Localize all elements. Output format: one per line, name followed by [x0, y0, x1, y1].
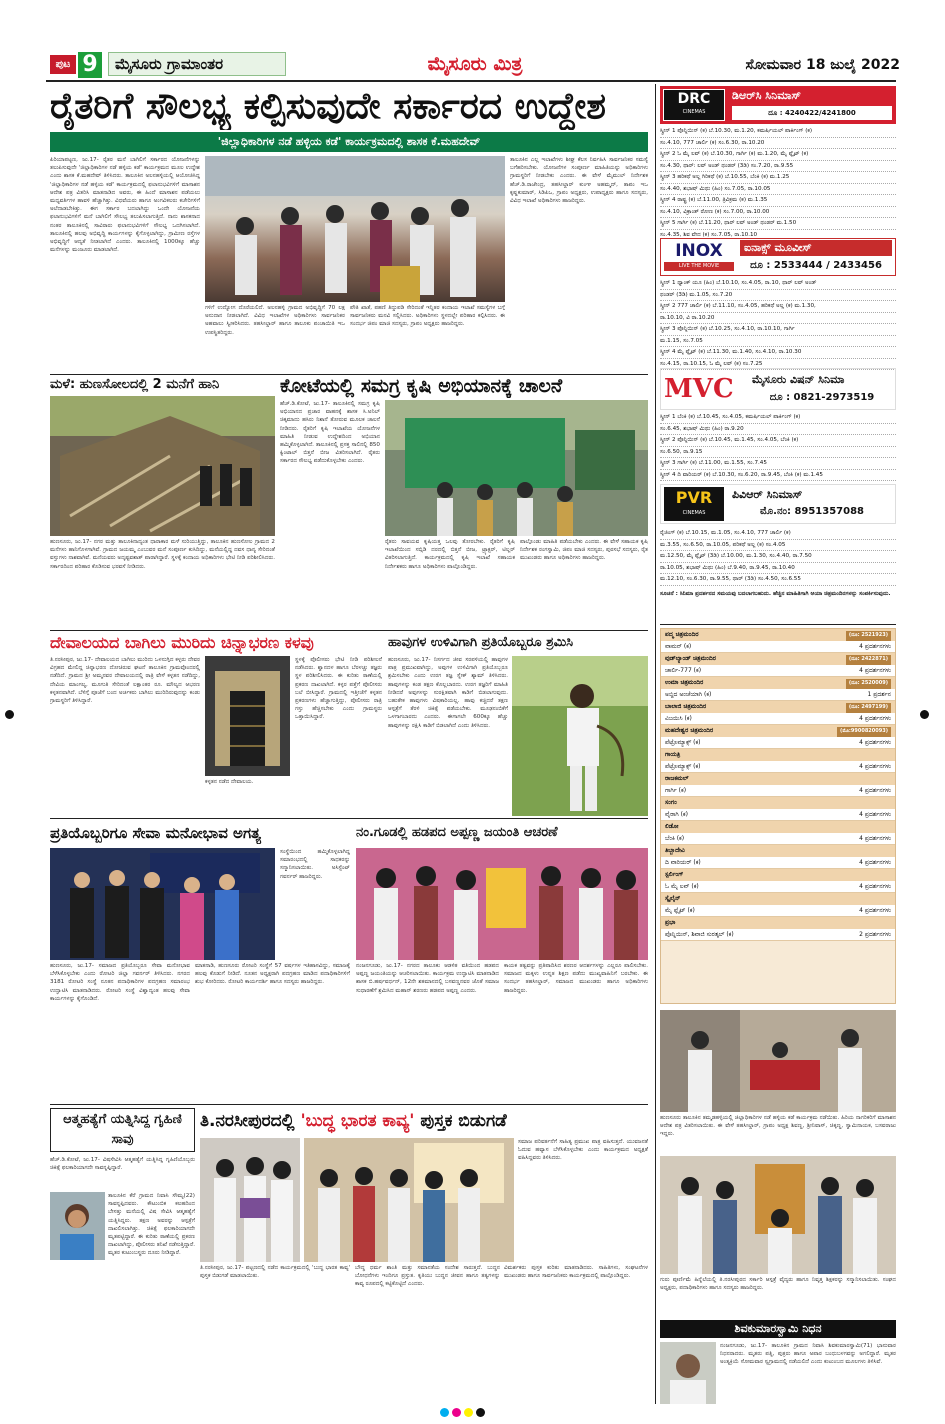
schedule-row: ಸ್ಕ್ರೀನ್ 4 ಮೈ ಫ್ಲೈಟ್ (ಕ) ಬೆ.11.30, ಮ.1.40, ಸಂ.4.10, ರಾ.10.30	[660, 347, 896, 359]
mvc-logo: MVC	[664, 374, 734, 404]
page-label: ಪುಟ	[50, 55, 76, 74]
lead-text-col2: ಗಳಿಗೆ ಉದ್ಯೋಗ ದೊರೆಯಲಿದೆ. ಅಲನಹಳ್ಳಿ ಗ್ರಾಮದ ಅಭಿವೃದ್ಧಿಗೆ 70 ಲಕ್ಷ ಅನುದಾನ ನೀಡಲಾಗಿದೆ. ವಿವಿಧ ಇಲಾಖೆಗಳ ಅಧಿಕಾರಿಗಳು ಸಾರ್ವಜನಿಕರ ಅಹವಾಲು ಸ್ವೀಕರಿಸಿದರು. ತಹಸೀಲ್ದಾರ್ ಹಾಗೂ ತಾಲೂಕು ಪಂಚಾಯಿತಿ ಇಒ ಉಪಸ್ಥಿತರಿದ್ದರು.	[205, 305, 345, 336]
movie-title: ವಾಮನ್ (ಕ)	[665, 643, 692, 650]
page-number: 9	[78, 52, 102, 78]
theatre-list	[660, 628, 896, 1004]
theatre-show-row	[661, 929, 895, 941]
theatre-name-row	[661, 701, 895, 713]
show-count: 1 ಪ್ರದರ್ಶನ	[867, 691, 891, 698]
theatre-name: ವುಡ್‌ಲ್ಯಾಂಡ್ ಚಿತ್ರಮಂದಿರ	[665, 655, 716, 662]
obit-text: ನಂಜನಗೂಡು, ಜು.17- ತಾಲೂಕಿನ ಗ್ರಾಮದ ನಿವಾಸಿ ಶಿವಕುಮಾರಸ್ವಾಮಿ(71) ಭಾನುವಾರ ನಿಧನರಾದರು. ಮೃತರು ಪತ್ನಿ, ಪುತ್ರರು ಹಾಗೂ ಅಪಾರ ಬಂಧುಬಳಗವನ್ನು ಅಗಲಿದ್ದಾರೆ. ಮೃತರ ಅಂತ್ಯಕ್ರಿಯೆ ಸೋಮವಾರ ಸ್ವಗ್ರಾಮದಲ್ಲಿ ನಡೆಯಲಿದೆ ಎಂದು ಕುಟುಂಬದ ಮೂಲಗಳು ತಿಳಿಸಿವೆ.	[720, 1343, 896, 1366]
theatre-show-row	[661, 857, 895, 869]
schedule-row: ಸಂ.4.10, 777 ಚಾರ್ಲಿ (ಕ) ಸಂ.6.30, ರಾ.10.20	[660, 138, 896, 150]
schedule-row: ಸಂ.4.10, ವಿಕ್ರಾಂತ್ ರೋಣ (ಕ) ಸಂ.7.00, ರಾ.10.00	[660, 207, 896, 219]
lead-text-col1: ಪಿರಿಯಾಪಟ್ಟಣ, ಜು.17- ರೈತರ ಮನೆ ಬಾಗಿಲಿಗೆ ಸರ್ಕಾರದ ಯೋಜನೆಗಳನ್ನು ತಲುಪಿಸುವುದೇ 'ಜಿಲ್ಲಾಧಿಕಾರಿಗಳ ನಡೆ ಹಳ್ಳಿಯ ಕಡೆ' ಕಾರ್ಯಕ್ರಮದ ಮೂಲ ಉದ್ದೇಶ ಎಂದು ಶಾಸಕ ಕೆ.ಮಹದೇವ್ ತಿಳಿಸಿದರು. ತಾಲೂಕಿನ ಅಲನಹಳ್ಳಿಯಲ್ಲಿ ಆಯೋಜಿಸಿದ್ದ 'ಜಿಲ್ಲಾಧಿಕಾರಿಗಳ ನಡೆ ಹಳ್ಳಿಯ ಕಡೆ' ಕಾರ್ಯಕ್ರಮದಲ್ಲಿ ಫಲಾನುಭವಿಗಳಿಗೆ ಮಾಸಾಶನ ಆದೇಶ ಪತ್ರ ವಿತರಿಸಿ ಮಾತನಾಡಿದ ಅವರು, ಈ ಹಿಂದೆ ಮಾಸಾಶನ ಪಡೆಯಲು ಮಧ್ಯವರ್ತಿಗಳ ಹಾವಳಿ ಹೆಚ್ಚಾಗಿತ್ತು. ವಿಧವೆಯರು ಹಾಗೂ ಅಂಗವಿಕಲರು ಕಚೇರಿಗಳಿಗೆ ಅಲೆದಾಡಬೇಕಿತ್ತು. ಈಗ ಸರ್ಕಾರ ಬದಲಾಗಿದ್ದು ಒಂದೇ ಯೋಜನೆಯ ಫಲಾನುಭವಿಗಳಿಗೆ ಮನೆ ಬಾಗಿಲಿಗೆ ಸೌಲಭ್ಯ ತಲುಪಿಸಲಾಗುತ್ತಿದೆ. ನಾನು ಶಾಸಕನಾದ ನಂತರ ತಾಲೂಕಿನಲ್ಲಿ ಸಾವಿರಾರು ಫಲಾನುಭವಿಗಳಿಗೆ ಸೌಲಭ್ಯ ಒದಗಿಸಲಾಗಿದೆ. ತಾಲೂಕಿನಲ್ಲಿ ಹಲವು ಅಭಿವೃದ್ಧಿ ಕಾರ್ಯಗಳನ್ನು ಕೈಗೊಳ್ಳಲಾಗಿದ್ದು, ಗ್ರಾಮೀಣ ರಸ್ತೆಗಳ ಅಭಿವೃದ್ಧಿಗೆ ಆದ್ಯತೆ ನೀಡಲಾಗಿದೆ ಎಂದರು. ತಾಲೂಕಿನಲ್ಲಿ 1000ಕ್ಕೂ ಹೆಚ್ಚು ಮನೆಗಳನ್ನು ಮಂಜೂರು ಮಾಡಲಾಗಿದೆ.	[50, 157, 200, 254]
theatre-name-row	[661, 893, 895, 905]
masthead-logo: ಮೈಸೂರು ಮಿತ್ರ	[427, 53, 523, 75]
schedule-row: ಸಂ.6.50, ರಾ.9.15	[660, 447, 896, 459]
buddha-text2: ವಿಮರ್ಶಕರು ಪುಸ್ತಕ ಕುರಿತು ಮಾತನಾಡಿದರು. ಸಾಹಿತಿಗಳು, ಸಂಘಟನೆಗಳ ಮುಖಂಡರು ಹಾಗೂ ಸಾರ್ವಜನಿಕರು ಕಾರ್ಯಕ್ರಮದಲ್ಲಿ ಪಾಲ್ಗೊಂಡಿದ್ದರು.	[504, 1265, 648, 1280]
registration-mark	[920, 710, 929, 719]
buddha-photo1	[200, 1138, 300, 1262]
show-count: 2 ಪ್ರದರ್ಶನಗಳು	[859, 931, 891, 938]
rain-photo	[50, 396, 275, 536]
krishi-text2: ರೈತರು ಸಾವಯವ ಕೃಷಿಯತ್ತ ಒಲವು ತೋರಬೇಕು. ರೈತರಿಗೆ ಕೃಷಿ ಇಲಾಖೆಯಿಂದ ಸಬ್ಸಿಡಿ ದರದಲ್ಲಿ ಬಿತ್ತನೆ ಬೀಜ, ಟ್ರ್ಯಾಕ್ಟರ್, ಟಿಲ್ಲರ್ ವಿತರಿಸಲಾಗುತ್ತಿದೆ. ಕಾರ್ಯಕ್ರಮದಲ್ಲಿ ಕೃಷಿ ಇಲಾಖೆ ಸಹಾಯಕ ನಿರ್ದೇಶಕರು ಹಾಗೂ ಅಧಿಕಾರಿಗಳು ಪಾಲ್ಗೊಂಡಿದ್ದರು.	[385, 539, 515, 570]
cinema-notice: ಸೂಚನೆ : ಸಿನಿಮಾ ಪ್ರದರ್ಶನದ ಸಮಯವು ಬದಲಾಗಬಹುದು. ಹೆಚ್ಚಿನ ಮಾಹಿತಿಗಾಗಿ ಆಯಾ ಚಿತ್ರಮಂದಿರಗಳನ್ನು ಸಂಪರ್ಕಿಸುವುದು.	[660, 591, 891, 597]
buddha-text1: ಬೌದ್ಧ ಧರ್ಮ ಶಾಂತಿ ಮತ್ತು ಸಮಾನತೆಯ ಸಂದೇಶ ಸಾರುತ್ತದೆ. ಬುದ್ಧನ ಬೋಧನೆಗಳು ಇಂದಿಗೂ ಪ್ರಸ್ತುತ. ಕೃತಿಯು ಬುದ್ಧನ ಜೀವನ ಹಾಗೂ ತತ್ವಗಳನ್ನು ಕಾವ್ಯ ರೂಪದಲ್ಲಿ ಕಟ್ಟಿಕೊಟ್ಟಿದೆ ಎಂದರು.	[355, 1265, 500, 1288]
seva-photo	[50, 848, 275, 960]
appanna-headline: ನಂ.ಗೂಡಲ್ಲಿ ಹಡಪದ ಅಪ್ಪಣ್ಣ ಜಯಂತಿ ಆಚರಣೆ	[356, 825, 558, 840]
mvc-schedule	[660, 412, 896, 478]
theatre-phone: (ದೂ: 2520009)	[846, 679, 891, 690]
lead-text-col3: ಪೌತಿ ಖಾತೆ, ಪಹಣಿ ತಿದ್ದುಪಡಿ ಸೇರಿದಂತೆ ಇನ್ನಿತರ ಕಂದಾಯ ಇಲಾಖೆ ಸಮಸ್ಯೆಗಳ ಬಗ್ಗೆ ಸಾರ್ವಜನಿಕರು ಮನವಿ ಸಲ್ಲಿಸಿದರು. ಅಧಿಕಾರಿಗಳು ಸ್ಥಳದಲ್ಲೇ ಪರಿಹಾರ ಕಲ್ಪಿಸಿದರು. ಈ ಸಂದರ್ಭ ಜಿಪಂ ಮಾಜಿ ಸದಸ್ಯರು, ಗ್ರಾಪಂ ಅಧ್ಯಕ್ಷರು ಹಾಜರಿದ್ದರು.	[350, 305, 505, 328]
mvc-title: ಮೈಸೂರು ವಿಷನ್ ಸಿನಿಮಾ	[752, 373, 845, 386]
inox-title: ಐನಾಕ್ಸ್ ಮೂವೀಸ್	[740, 240, 892, 256]
snake-headline: ಹಾವುಗಳ ಉಳಿವಿಗಾಗಿ ಪ್ರತಿಯೊಬ್ಬರೂ ಶ್ರಮಿಸಿ	[388, 635, 574, 650]
theatre-name: ಸ್ಟರ್ಲಿಂಗ್	[665, 871, 684, 878]
movie-title: ಓ ಮೈ ಲವ್ (ಕ)	[665, 883, 699, 890]
movie-title: ವಿಜಯಿಸಿ (ಕ)	[665, 715, 692, 722]
pension-caption: ಹುಣಸೂರು ತಾಲೂಕಿನ ತಮ್ಮಡಹಳ್ಳಿಯಲ್ಲಿ ಜಿಲ್ಲಾಧಿಕಾರಿಗಳ ನಡೆ ಹಳ್ಳಿಯ ಕಡೆ ಕಾರ್ಯಕ್ರಮ ನಡೆಯಿತು. ಹಿರಿಯ ನಾಗರಿಕರಿಗೆ ಮಾಸಾಶನ ಆದೇಶ ಪತ್ರ ವಿತರಿಸಲಾಯಿತು. ಈ ವೇಳೆ ತಹಸೀಲ್ದಾರ್, ಗ್ರಾಪಂ ಅಧ್ಯಕ್ಷ ಶಿವಣ್ಣ, ಶ್ರೀನಿವಾಸ್, ಚಿಕ್ಕಣ್ಣ, ಸ್ವಾಮಿನಾಯಕ, ಬಸವರಾಜು ಇದ್ದರು.	[660, 1115, 896, 1138]
theatre-name-row	[661, 653, 895, 665]
movie-title: ವೈರಾಗಿ (ಕ)	[665, 811, 688, 818]
schedule-row: ಸಂ.4.30, ಥಾರ್: ಲವ್ ಅಂಡ್ ಥಂಡರ್ (3ಡಿ) ಸಂ.7.20, ರಾ.9.55	[660, 161, 896, 173]
theatre-phone: (ದೂ: 2422871)	[846, 655, 891, 666]
drc-phone: ದೂ : 4240422/4241800	[732, 106, 892, 120]
show-count: 4 ಪ್ರದರ್ಶನಗಳು	[859, 907, 891, 914]
lead-headline: ರೈತರಿಗೆ ಸೌಲಭ್ಯ ಕಲ್ಪಿಸುವುದೇ ಸರ್ಕಾರದ ಉದ್ದೇಶ	[50, 86, 607, 127]
schedule-row: ಮ.12.50, ಮೈ ಫ್ಲೈಟ್ (3ಡಿ) ಬೆ.10.00, ಮ.1.30, ಸಂ.4.40, ರಾ.7.50	[660, 551, 896, 563]
rain-headline: ಮಳೆ: ಹುಣಸೋಲದಲ್ಲಿ 2 ಮನೆಗೆ ಹಾನಿ	[50, 377, 220, 392]
schedule-row: ಸ್ಕ್ರೀನ್ 5 ಗಾರ್ಗಿ (ಕ) ಬೆ.11.20, ಥಾರ್ ಲವ್ ಅಂಡ್ ಥಂಡರ್ ಮ.1.50	[660, 218, 896, 230]
divider	[660, 624, 896, 625]
buddha-headline-book: 'ಬುದ್ಧ ಭಾರತ ಕಾವ್ಯ'	[300, 1111, 415, 1131]
drc-title: ಡಿಆರ್‌ಸಿ ಸಿನಿಮಾಸ್	[732, 89, 801, 102]
schedule-row: ಸ್ಕ್ರೀನ್ 2 ಓ ಮೈ ಲವ್ (ಕ) ಬೆ.10.30, ಗಾರ್ಗಿ (ಕ) ಮ.1.20, ಮೈ ಫ್ಲೈಟ್ (ಕ)	[660, 149, 896, 161]
theatre-show-row	[661, 761, 895, 773]
theatre-name: ಪ್ರಭಾ	[665, 919, 676, 926]
guru-photo	[660, 1156, 896, 1274]
buddha-caption: ತಿ.ನರಸೀಪುರ, ಜು.17- ಪಟ್ಟಣದಲ್ಲಿ ನಡೆದ ಕಾರ್ಯಕ್ರಮದಲ್ಲಿ 'ಬುದ್ಧ ಭಾರತ ಕಾವ್ಯ' ಪುಸ್ತಕ ಬಿಡುಗಡೆ ಮಾಡಲಾಯಿತು.	[200, 1265, 350, 1280]
krishi-text3: ಪಾಲ್ಗೊಂಡು ಮಾಹಿತಿ ಪಡೆಯಬೇಕು ಎಂದರು. ಈ ವೇಳೆ ಸಹಾಯಕ ಕೃಷಿ ನಿರ್ದೇಶಕ ರಂಗಸ್ವಾಮಿ, ಜಿಪಂ ಮಾಜಿ ಸದಸ್ಯರು, ಪುರಸಭೆ ಸದಸ್ಯರು, ರೈತ ಮುಖಂಡರು ಹಾಗೂ ಅಧಿಕಾರಿಗಳು ಹಾಜರಿದ್ದರು.	[520, 539, 648, 562]
buddha-text3: ಸಮಾಜ ಪರಿವರ್ತನೆಗೆ ಸಾಹಿತ್ಯ ಪ್ರಮುಖ ಪಾತ್ರ ವಹಿಸುತ್ತದೆ. ಯುವಜನತೆ ಓದುವ ಹವ್ಯಾಸ ಬೆಳೆಸಿಕೊಳ್ಳಬೇಕು ಎಂದು ಕಾರ್ಯಕ್ರಮದ ಅಧ್ಯಕ್ಷತೆ ವಹಿಸಿದ್ದವರು ತಿಳಿಸಿದರು.	[518, 1139, 648, 1162]
schedule-row: ಸಂ.4.15, ರಾ.10.15, ಓ ಮೈ ಲವ್ (ಕ) ಸಂ.7.25	[660, 359, 896, 371]
inox-logo-sub: LIVE THE MOVIE	[664, 262, 734, 271]
temple-text2: ಸ್ಥಳಕ್ಕೆ ಪೊಲೀಸರು ಭೇಟಿ ನೀಡಿ ಪರಿಶೀಲನೆ ನಡೆಸಿದರು. ಶ್ವಾನದಳ ಹಾಗೂ ಬೆರಳಚ್ಚು ತಜ್ಞರು ಸ್ಥಳ ಪರಿಶೀಲಿಸಿದರು. ಈ ಕುರಿತು ಠಾಣೆಯಲ್ಲಿ ಪ್ರಕರಣ ದಾಖಲಾಗಿದೆ. ಕಳ್ಳರ ಪತ್ತೆಗೆ ಪೊಲೀಸರು ಬಲೆ ಬೀಸಿದ್ದಾರೆ. ಗ್ರಾಮದಲ್ಲಿ ಇತ್ತೀಚೆಗೆ ಕಳ್ಳತನ ಪ್ರಕರಣಗಳು ಹೆಚ್ಚಾಗುತ್ತಿದ್ದು, ಪೊಲೀಸರು ರಾತ್ರಿ ಗಸ್ತು ಹೆಚ್ಚಿಸಬೇಕು ಎಂದು ಗ್ರಾಮಸ್ಥರು ಒತ್ತಾಯಿಸಿದ್ದಾರೆ.	[295, 657, 382, 721]
show-count: 4 ಪ್ರದರ್ಶನಗಳು	[859, 787, 891, 794]
divider	[50, 630, 648, 631]
pension-photo	[660, 1010, 896, 1112]
inox-schedule	[660, 278, 896, 367]
color-registration-bar	[440, 1408, 485, 1417]
buddha-headline-part-c: ಪುಸ್ತಕ ಬಿಡುಗಡೆ	[420, 1111, 507, 1131]
theatre-list-rows	[661, 629, 895, 941]
theatre-name-row	[661, 725, 895, 737]
show-count: 4 ಪ್ರದರ್ಶನಗಳು	[859, 739, 891, 746]
rain-text: ಹುಣಸೂರು, ಜು.17- ನಗರ ಮತ್ತು ತಾಲೂಕಿನಾದ್ಯಂತ ಧಾರಾಕಾರ ಮಳೆ ಸುರಿಯುತ್ತಿದ್ದು, ತಾಲೂಕಿನ ಹುಣಸೋಲ ಗ್ರಾಮದ 2 ಮನೆಗಳು ಹಾನಿಗೊಳಗಾಗಿವೆ. ಗ್ರಾಮದ ಜಯಮ್ಮ ಎಂಬುವರ ಮನೆ ಸಂಪೂರ್ಣ ಕುಸಿದಿದ್ದು, ಮನೆಯಲ್ಲಿದ್ದ ದವಸ ಧಾನ್ಯ ಸೇರಿದಂತೆ ವಸ್ತುಗಳು ನಾಶವಾಗಿವೆ. ಮನೆಯವರು ಅದೃಷ್ಟವಶಾತ್ ಪಾರಾಗಿದ್ದಾರೆ. ಸ್ಥಳಕ್ಕೆ ಕಂದಾಯ ಅಧಿಕಾರಿಗಳು ಭೇಟಿ ನೀಡಿ ಪರಿಶೀಲಿಸಿದರು. ಸರ್ಕಾರದಿಂದ ಪರಿಹಾರ ಕೊಡಿಸುವ ಭರವಸೆ ನೀಡಿದರು.	[50, 539, 275, 570]
theatre-name: ಗಾಯತ್ರಿ	[665, 751, 681, 758]
theatre-show-row	[661, 737, 895, 749]
snake-photo	[512, 656, 648, 816]
movie-title: ಅಬ್ದಿದ ಅಂಚೆಯಾಗಿ (ಕ)	[665, 691, 712, 698]
temple-headline: ದೇವಾಲಯದ ಬಾಗಿಲು ಮುರಿದು ಚಿನ್ನಾಭರಣ ಕಳವು	[50, 633, 314, 652]
theatre-show-row	[661, 881, 895, 893]
column-divider	[655, 84, 656, 1404]
obit-photo	[660, 1342, 716, 1404]
pvr-phone: ಮೊ.ನಂ: 8951357088	[759, 506, 865, 517]
mvc-phone: ದೂ : 0821-2973519	[769, 392, 875, 403]
theatre-name: ಸಂಗಂ	[665, 799, 677, 806]
schedule-row: ಸ್ಕ್ರೀನ್ 3 ಹರಿಕಥೆ ಅಲ್ಲ ಗಿರಿಕಥೆ (ಕ) ಬೆ.10.55, ಬೆಂಕಿ (ಕ) ಮ.1.25	[660, 172, 896, 184]
schedule-row: ಸ್ಕ್ರೀನ್ 2 ಪೊನ್ನಿಯಿನ್ (ಕ) ಬೆ.10.45, ಮ.1.45, ಸಂ.4.05, ಬೆಂಕಿ (ಕ)	[660, 435, 896, 447]
schedule-row: ಮ.3.55, ಸಂ.6.50, ರಾ.10.05, ಪರಿಕಥೆ ಅಲ್ಲ (ಕ) ಸಂ.4.05	[660, 540, 896, 552]
movie-title: ಚಾರ್ಲಿ-777 (ಕ)	[665, 667, 702, 674]
schedule-row: ಸ್ಕ್ರೀನ್ 1 ಪೊನ್ನಿಯಿನ್ (ಕ) ಬೆ.10.30, ಮ.1.20, ಕಮರ್ಷಿಯಲ್ ಪಾರ್ಕಿಂಗ್ (ಕ)	[660, 126, 896, 138]
movie-title: ಪೊನ್ನಿಯಿನ್, ಶಿವಾಜಿ ಸುರತ್ಕಲ್ (ಕ)	[665, 931, 734, 938]
theatre-show-row	[661, 713, 895, 725]
movie-title: ದಿ ವಾರಿಯರ್ (ಕ)	[665, 859, 701, 866]
schedule-row: ರಾ.10.10, ವಿ ರಾ.10.20	[660, 313, 896, 325]
theatre-name-row	[661, 917, 895, 929]
inox-phone: ದೂ : 2533444 / 2433456	[750, 260, 882, 271]
inox-logo-text: INOX	[675, 241, 723, 261]
temple-photo	[205, 656, 290, 776]
appanna-text1: ನಂಜನಗೂಡು, ಜು.17- ನಗರದ ತಾಲೂಕು ಆಡಳಿತ ವತಿಯಿಂದ ಹಡಪದ ಅಪ್ಪಣ್ಣ ಜಯಂತಿಯನ್ನು ಆಚರಿಸಲಾಯಿತು. ಕಾರ್ಯಕ್ರಮ ಉದ್ಘಾಟಿಸಿ ಮಾತನಾಡಿದ ಶಾಸಕ ಬಿ.ಹರ್ಷವರ್ಧನ್, 12ನೇ ಶತಮಾನದಲ್ಲಿ ಬಸವಣ್ಣನವರ ಜೊತೆ ಸಮಾಜ ಸುಧಾರಣೆಗೆ ಶ್ರಮಿಸಿದ ಮಹಾನ್ ಶರಣರು ಹಡಪದ ಅಪ್ಪಣ್ಣ ಎಂದರು.	[356, 963, 499, 994]
temple-caption: ಕಳ್ಳತನ ನಡೆದ ದೇವಾಲಯ.	[205, 779, 254, 785]
theatre-name-row	[661, 677, 895, 689]
show-count: 4 ಪ್ರದರ್ಶನಗಳು	[859, 835, 891, 842]
theatre-name-row	[661, 797, 895, 809]
theatre-name: ಮಹದೇಶ್ವರ ಚಿತ್ರಮಂದಿರ	[665, 727, 714, 734]
show-count: 4 ಪ್ರದರ್ಶನಗಳು	[859, 643, 891, 650]
theatre-name: ತಿಬ್ಬಾದೇವಿ	[665, 847, 685, 854]
krishi-photo	[385, 400, 648, 536]
seva-text1: ಹುಣಸೂರು, ಜು.17- ಸಮಾಜದ ಪ್ರತಿಯೊಬ್ಬರೂ ಸೇವಾ ಮನೋಭಾವ ಬೆಳೆಸಿಕೊಳ್ಳಬೇಕು ಎಂದು ರೋಟರಿ ಜಿಲ್ಲಾ ಗವರ್ನರ್ ತಿಳಿಸಿದರು. ನಗರದ 3181 ರೋಟರಿ ಸಂಸ್ಥೆ ನೂತನ ಪದಾಧಿಕಾರಿಗಳ ಪದಗ್ರಹಣ ಸಮಾರಂಭ ಉದ್ಘಾಟಿಸಿ ಮಾತನಾಡಿದರು. ರೋಟರಿ ಸಂಸ್ಥೆ ವಿಶ್ವಾದ್ಯಂತ ಹಲವು ಸೇವಾ ಕಾರ್ಯಗಳನ್ನು ಕೈಗೊಂಡಿದೆ.	[50, 963, 190, 1002]
obit-headline: ಶಿವಕುಮಾರಸ್ವಾಮಿ ನಿಧನ	[660, 1320, 896, 1338]
theatre-name-row	[661, 773, 895, 785]
section-title: ಮೈಸೂರು ಗ್ರಾಮಾಂತರ	[108, 52, 286, 76]
drc-logo-sub: CINEMAS	[682, 109, 706, 115]
pvr-logo-text: PVR	[675, 488, 713, 507]
seva-side-text: ಸಂಸ್ಥೆಯಿಂದ ಹಮ್ಮಿಕೊಳ್ಳಲಾಗಿದ್ದ ಸಮಾರಂಭದಲ್ಲಿ ಸಾಧಕರನ್ನು ಸನ್ಮಾನಿಸಲಾಯಿತು. ಅಸಿಸ್ಟೆಂಟ್ ಗವರ್ನರ್ ಹಾಜರಿದ್ದರು.	[280, 849, 350, 880]
theatre-name: ರಾಜಕಮಲ್	[665, 775, 689, 782]
temple-text: ತಿ.ನರಸೀಪುರ, ಜು.17- ದೇವಾಲಯದ ಬಾಗಿಲು ಮುರಿದು ಒಳನುಗ್ಗಿದ ಕಳ್ಳರು ದೇವರ ವಿಗ್ರಹದ ಮೇಲಿದ್ದ ಚಿನ್ನಾಭರಣ ದೋಚಿರುವ ಘಟನೆ ತಾಲೂಕಿನ ಗ್ರಾಮವೊಂದರಲ್ಲಿ ನಡೆದಿದೆ. ಗ್ರಾಮದ ಶ್ರೀ ಅಮ್ಮನವರ ದೇವಾಲಯದಲ್ಲಿ ರಾತ್ರಿ ವೇಳೆ ಕಳ್ಳತನ ನಡೆದಿದ್ದು, ದೇವಿಯ ಮಾಂಗಲ್ಯ, ಮೂಗುತಿ ಸೇರಿದಂತೆ ಲಕ್ಷಾಂತರ ರೂ. ಮೌಲ್ಯದ ಆಭರಣ ಕಳ್ಳತನವಾಗಿದೆ. ಬೆಳಿಗ್ಗೆ ಪೂಜೆಗೆ ಬಂದ ಅರ್ಚಕರು ಬಾಗಿಲು ಮುರಿದಿರುವುದನ್ನು ಕಂಡು ಗ್ರಾಮಸ್ಥರಿಗೆ ತಿಳಿಸಿದ್ದಾರೆ.	[50, 657, 200, 705]
pvr-title: ಪಿವಿಆರ್ ಸಿನಿಮಾಸ್	[732, 488, 803, 501]
suicide-text1: ಹೆಚ್.ಡಿ.ಕೋಟೆ, ಜು.17- ವಿಷಸೇವಿಸಿ ಆತ್ಮಹತ್ಯೆಗೆ ಯತ್ನಿಸಿದ್ದ ಗೃಹಿಣಿಯೊಬ್ಬರು ಚಿಕಿತ್ಸೆ ಫಲಕಾರಿಯಾಗದೇ ಸಾವನ್ನಪ್ಪಿದ್ದಾರೆ.	[50, 1157, 195, 1172]
theatre-name-row	[661, 629, 895, 641]
schedule-row: ಮ.12.10, ಸಂ.6.30, ರಾ.9.55, ಥಾರ್ (3ಡಿ) ಸಂ.4.50, ಸಂ.6.55	[660, 574, 896, 586]
appanna-photo	[356, 848, 648, 960]
buddha-headline	[200, 1108, 648, 1134]
theatre-phone: (ಮೊ:9900820093)	[837, 727, 891, 738]
registration-mark	[5, 710, 14, 719]
theatre-show-row	[661, 689, 895, 701]
guru-caption: ಗುರು ಪೂರ್ಣಿಮೆ ಹಿನ್ನೆಲೆಯಲ್ಲಿ ತಿ.ನರಸೀಪುರದ ಸರ್ಕಾರಿ ಆಸ್ಪತ್ರೆ ವೈದ್ಯರು ಹಾಗೂ ನಿವೃತ್ತ ಶಿಕ್ಷಕರನ್ನು ಸನ್ಮಾನಿಸಲಾಯಿತು. ಸಂಘದ ಅಧ್ಯಕ್ಷರು, ಪದಾಧಿಕಾರಿಗಳು ಹಾಗೂ ಸದಸ್ಯರು ಹಾಜರಿದ್ದರು.	[660, 1277, 896, 1292]
schedule-row: ಮ.1.15, ಸಂ.7.05	[660, 336, 896, 348]
drc-logo-text: DRC	[677, 91, 711, 107]
schedule-row: ಸಂ.4.40, ಶಭಾಷ್ ಮಿಥು (ಹಿಂ) ಸಂ.7.05, ರಾ.10.05	[660, 184, 896, 196]
theatre-name-row	[661, 845, 895, 857]
theatre-name: ಬಾಲಾಜಿ ಚಿತ್ರಮಂದಿರ	[665, 703, 707, 710]
pvr-logo	[664, 487, 724, 521]
snake-text: ಹುಣಸೂರು, ಜು.17- ನಿಸರ್ಗದ ಜೀವ ಸರಪಳಿಯಲ್ಲಿ ಹಾವುಗಳ ಪಾತ್ರ ಪ್ರಮುಖವಾಗಿದ್ದು, ಅವುಗಳ ಉಳಿವಿಗಾಗಿ ಪ್ರತಿಯೊಬ್ಬರೂ ಶ್ರಮಿಸಬೇಕು ಎಂದು ಉರಗ ತಜ್ಞ ಸ್ನೇಕ್ ಶ್ಯಾಮ್ ತಿಳಿಸಿದರು. ಹಾವುಗಳನ್ನು ಕಂಡ ತಕ್ಷಣ ಕೊಲ್ಲಬಾರದು. ಉರಗ ತಜ್ಞರಿಗೆ ಮಾಹಿತಿ ನೀಡಿದರೆ ಅವುಗಳನ್ನು ಸುರಕ್ಷಿತವಾಗಿ ಕಾಡಿಗೆ ಬಿಡಲಾಗುವುದು. ಬಹುತೇಕ ಹಾವುಗಳು ವಿಷಕಾರಿಯಲ್ಲ. ಹಾವು ಕಚ್ಚಿದರೆ ತಕ್ಷಣ ಆಸ್ಪತ್ರೆಗೆ ತೆರಳಿ ಚಿಕಿತ್ಸೆ ಪಡೆಯಬೇಕು. ಮೂಢನಂಬಿಕೆಗೆ ಒಳಗಾಗಬಾರದು ಎಂದರು. ಈಗಾಗಲೇ 600ಕ್ಕೂ ಹೆಚ್ಚು ಹಾವುಗಳನ್ನು ರಕ್ಷಿಸಿ ಕಾಡಿಗೆ ಬಿಡಲಾಗಿದೆ ಎಂದು ತಿಳಿಸಿದರು.	[388, 657, 508, 729]
theatre-show-row	[661, 905, 895, 917]
schedule-row: ಸ್ಕ್ರೀನ್ 3 ಗಾರ್ಗಿ (ಕ) ಬೆ.11.00, ಮ.1.55, ಸಂ.7.45	[660, 458, 896, 470]
theatre-name-row	[661, 869, 895, 881]
appanna-text2: ಕಾಯಕ ತತ್ವವನ್ನು ಪ್ರತಿಪಾದಿಸಿದ ಶರಣರ ಆದರ್ಶಗಳನ್ನು ಎಲ್ಲರೂ ಪಾಲಿಸಬೇಕು. ಸಮಾಜದ ಮಕ್ಕಳು ಉನ್ನತ ಶಿಕ್ಷಣ ಪಡೆದು ಮುಖ್ಯವಾಹಿನಿಗೆ ಬರಬೇಕು. ಈ ಸಂದರ್ಭ ತಹಸೀಲ್ದಾರ್, ಸಮಾಜದ ಮುಖಂಡರು ಹಾಗೂ ಅಧಿಕಾರಿಗಳು ಹಾಜರಿದ್ದರು.	[504, 963, 648, 994]
dateline: ಸೋಮವಾರ 18 ಜುಲೈ 2022	[745, 57, 900, 73]
suicide-text2: ತಾಲೂಕಿನ ಕೆರೆ ಗ್ರಾಮದ ನಿವಾಸಿ ಸೌಮ್ಯ(22) ಸಾವನ್ನಪ್ಪಿದವರು. ಕೌಟುಂಬಿಕ ಕಲಹದಿಂದ ಬೇಸತ್ತು ಮನೆಯಲ್ಲಿ ವಿಷ ಸೇವಿಸಿ ಆತ್ಮಹತ್ಯೆಗೆ ಯತ್ನಿಸಿದ್ದರು. ತಕ್ಷಣ ಅವರನ್ನು ಆಸ್ಪತ್ರೆಗೆ ದಾಖಲಿಸಲಾಗಿತ್ತು. ಚಿಕಿತ್ಸೆ ಫಲಕಾರಿಯಾಗದೇ ಮೃತಪಟ್ಟಿದ್ದಾರೆ. ಈ ಕುರಿತು ಠಾಣೆಯಲ್ಲಿ ಪ್ರಕರಣ ದಾಖಲಾಗಿದ್ದು, ಪೊಲೀಸರು ತನಿಖೆ ನಡೆಸುತ್ತಿದ್ದಾರೆ. ಮೃತರ ಕುಟುಂಬಸ್ಥರು ದೂರು ನೀಡಿದ್ದಾರೆ.	[108, 1193, 195, 1257]
theatre-show-row	[661, 785, 895, 797]
theatre-show-row	[661, 665, 895, 677]
schedule-row: ಸ್ಕ್ರೀನ್ 4 ದಿ ವಾರಿಯರ್ (ಕ) ಬೆ.10.30, ಸಂ.6.20, ರಾ.9.45, ಬೆಂಕಿ (ಕ) ಮ.1.45	[660, 470, 896, 482]
schedule-row: ಸ್ಕ್ರೀನ್ 1 ಬೆಂಕಿ (ಕ) ಬೆ.10.45, ಸಂ.4.05, ಕಮರ್ಷಿಯಲ್ ಪಾರ್ಕಿಂಗ್ (ಕ)	[660, 412, 896, 424]
theatre-name-row	[661, 821, 895, 833]
schedule-row: ಸ್ಕ್ರೀನ್ 2 777 ಚಾರ್ಲಿ (ಕ) ಬೆ.11.10, ಸಂ.4.05, ಹರಿಕಥೆ ಅಲ್ಲ (ಕ) ಮ.1.30,	[660, 301, 896, 313]
theatre-name: ಉಮಾ ಚಿತ್ರಮಂದಿರ	[665, 679, 704, 686]
show-count: 4 ಪ್ರದರ್ಶನಗಳು	[859, 763, 891, 770]
theatre-show-row	[661, 641, 895, 653]
buddha-photo2	[304, 1138, 514, 1262]
schedule-row: ಸ್ಕ್ರೀನ್ 4 ರಾಷ್ಟ್ರ (ಕ) ಬೆ.11.00, ತ್ರಿವಿಕ್ರಮ (ಕ) ಮ.1.35	[660, 195, 896, 207]
buddha-headline-part-a: ತಿ.ನರಸೀಪುರದಲ್ಲಿ	[200, 1111, 295, 1131]
schedule-row: ಸಂ.4.35, ಶಿವ ವೇದ (ಕ) ಸಂ.7.05, ರಾ.10.10	[660, 230, 896, 242]
movie-title: ಪೆಟ್ರೊಮ್ಯಾಕ್ಸ್ (ಕ)	[665, 763, 701, 770]
suicide-photo	[50, 1192, 105, 1260]
show-count: 4 ಪ್ರದರ್ಶನಗಳು	[859, 667, 891, 674]
theatre-show-row	[661, 833, 895, 845]
theatre-show-row	[661, 809, 895, 821]
theatre-name: ಲಿಡೋ	[665, 823, 679, 830]
movie-title: ಬೆಂಕಿ (ಕ)	[665, 835, 685, 842]
seva-headline: ಪ್ರತಿಯೊಬ್ಬರಿಗೂ ಸೇವಾ ಮನೋಭಾವ ಅಗತ್ಯ	[50, 824, 262, 842]
inox-logo	[664, 240, 734, 274]
show-count: 4 ಪ್ರದರ್ಶನಗಳು	[859, 883, 891, 890]
theatre-name: ಪದ್ಮ ಚಿತ್ರಮಂದಿರ	[665, 631, 699, 638]
pvr-logo-sub: CINEMAS	[682, 510, 706, 516]
schedule-row: ರೈಜಿಂಗ್ (ಕ) ಬೆ.10.15, ಮ.1.05, ಸಂ.4.10, 777 ಚಾರ್ಲಿ (ಕ)	[660, 528, 896, 540]
theatre-phone: (ದೂ: 2497199)	[846, 703, 891, 714]
theatre-phone: (ದೂ: 2521923)	[846, 631, 891, 642]
schedule-row: ಸ್ಕ್ರೀನ್ 3 ಪೊನ್ನಿಯಿನ್ (ಕ) ಬೆ.10.25, ಸಂ.4.10, ರಾ.10.10, ಗಾರ್ಗಿ	[660, 324, 896, 336]
lead-photo	[205, 156, 505, 302]
seva-text2: ಮಾತನಾಡಿ, ಹುಣಸೂರು ರೋಟರಿ ಸಂಸ್ಥೆಗೆ 57 ವರ್ಷಗಳ ಇತಿಹಾಸವಿದ್ದು, ಸಮಾಜಕ್ಕೆ ಹಲವು ಕೊಡುಗೆ ನೀಡಿದೆ. ನೂತನ ಅಧ್ಯಕ್ಷರಾಗಿ ಪದಗ್ರಹಣ ಮಾಡಿದ ಪದಾಧಿಕಾರಿಗಳಿಗೆ ಶುಭ ಕೋರಿದರು. ರೋಟರಿ ಕಾರ್ಯದರ್ಶಿ ಹಾಗೂ ಸದಸ್ಯರು ಹಾಜರಿದ್ದರು.	[195, 963, 350, 986]
schedule-row: ಸಂ.6.45, ಶಭಾಷ್ ಮಿಥು (ಹಿಂ) ರಾ.9.20	[660, 424, 896, 436]
header-rule	[46, 80, 896, 82]
schedule-row: ಥಂಡರ್ (3ಡಿ) ಮ.1.05, ಸಂ.7.20	[660, 290, 896, 302]
show-count: 4 ಪ್ರದರ್ಶನಗಳು	[859, 715, 891, 722]
lead-text-col4: ತಾಲೂಕಿನ ಎಲ್ಲ ಇಲಾಖೆಗಳು ಶೀಘ್ರ ಕೆಲಸ ನಿರ್ವಹಿಸಿ ಸಾರ್ವಜನಿಕರ ಸಮಸ್ಯೆ ಬಗೆಹರಿಸಬೇಕು. ಯೋಜನೆಗಳ ಸಂಪೂರ್ಣ ಮಾಹಿತಿಯನ್ನು ಅಧಿಕಾರಿಗಳು ಗ್ರಾಮಸ್ಥರಿಗೆ ನೀಡಬೇಕು ಎಂದರು. ಈ ವೇಳೆ ಮೈಮುಲ್ ನಿರ್ದೇಶಕ ಹೆಚ್.ಡಿ.ರಾಜೇಂದ್ರ, ತಹಸೀಲ್ದಾರ್ ಕುಂಞ ಅಹಮ್ಮದ್, ತಾಪಂ ಇಒ ಕೃಷ್ಣಕುಮಾರ್, ಸಿಡಿಪಿಒ, ಗ್ರಾಪಂ ಅಧ್ಯಕ್ಷರು, ಉಪಾಧ್ಯಕ್ಷರು ಹಾಗೂ ಸದಸ್ಯರು, ವಿವಿಧ ಇಲಾಖೆ ಅಧಿಕಾರಿಗಳು ಹಾಜರಿದ್ದರು.	[510, 157, 648, 205]
schedule-row: ರಾ.10.05, ಶಭಾಷ್ ಮಿಥು (ಹಿಂ) ಬೆ.9.40, ರಾ.9.45, ರಾ.10.40	[660, 563, 896, 575]
movie-title: ಪೆಟ್ರೊಮ್ಯಾಕ್ಸ್ (ಕ)	[665, 739, 701, 746]
lead-subhead: 'ಜಿಲ್ಲಾಧಿಕಾರಿಗಳ ನಡೆ ಹಳ್ಳಿಯ ಕಡೆ' ಕಾರ್ಯಕ್ರಮದಲ್ಲಿ ಶಾಸಕ ಕೆ.ಮಹದೇವ್	[50, 132, 648, 152]
theatre-name: ಸ್ಕೈಲೈನ್	[665, 895, 681, 902]
show-count: 4 ಪ್ರದರ್ಶನಗಳು	[859, 859, 891, 866]
movie-title: ಗಾರ್ಗಿ (ಕ)	[665, 787, 687, 794]
divider	[50, 818, 648, 819]
drc-logo	[663, 89, 725, 121]
theatre-name-row	[661, 749, 895, 761]
movie-title: ಮೈ ಫ್ಲೈಟ್ (ಕ)	[665, 907, 695, 914]
pvr-schedule	[660, 528, 896, 584]
krishi-text1: ಹೆಚ್.ಡಿ.ಕೋಟೆ, ಜು.17- ತಾಲೂಕಿನಲ್ಲಿ ಸಮಗ್ರ ಕೃಷಿ ಅಭಿಯಾನದ ಪ್ರಚಾರ ವಾಹನಕ್ಕೆ ಶಾಸಕ ಸಿ.ಅನಿಲ್ ಚಿಕ್ಕಮಾದು ಹಸಿರು ನಿಶಾನೆ ತೋರುವ ಮೂಲಕ ಚಾಲನೆ ನೀಡಿದರು. ರೈತರಿಗೆ ಕೃಷಿ ಇಲಾಖೆಯ ಯೋಜನೆಗಳ ಮಾಹಿತಿ ನೀಡುವ ಉದ್ದೇಶದಿಂದ ಅಭಿಯಾನ ಹಮ್ಮಿಕೊಳ್ಳಲಾಗಿದೆ. ತಾಲೂಕಿನಲ್ಲಿ ಪ್ರಸಕ್ತ ಸಾಲಿನಲ್ಲಿ 850 ಕ್ವಿಂಟಾಲ್ ಬಿತ್ತನೆ ಬೀಜ ವಿತರಿಸಲಾಗಿದೆ. ರೈತರು ಸರ್ಕಾರದ ಸೌಲಭ್ಯ ಪಡೆದುಕೊಳ್ಳಬೇಕು ಎಂದರು.	[280, 401, 380, 465]
show-count: 4 ಪ್ರದರ್ಶನಗಳು	[859, 811, 891, 818]
krishi-headline: ಕೋಟೆಯಲ್ಲಿ ಸಮಗ್ರ ಕೃಷಿ ಅಭಿಯಾನಕ್ಕೆ ಚಾಲನೆ	[280, 375, 563, 397]
suicide-headline: ಆತ್ಮಹತ್ಯೆಗೆ ಯತ್ನಿಸಿದ್ದ ಗೃಹಿಣಿ ಸಾವು	[50, 1108, 195, 1152]
schedule-row: ಸ್ಕ್ರೀನ್ 1 ಥ್ಯಾಂಕ್ ಯೂ (ಹಿಂ) ಬೆ.10.10, ಸಂ.4.05, ರಾ.10, ಥಾರ್ ಲವ್ ಅಂಡ್	[660, 278, 896, 290]
drc-schedule	[660, 126, 896, 238]
divider	[50, 1104, 648, 1105]
